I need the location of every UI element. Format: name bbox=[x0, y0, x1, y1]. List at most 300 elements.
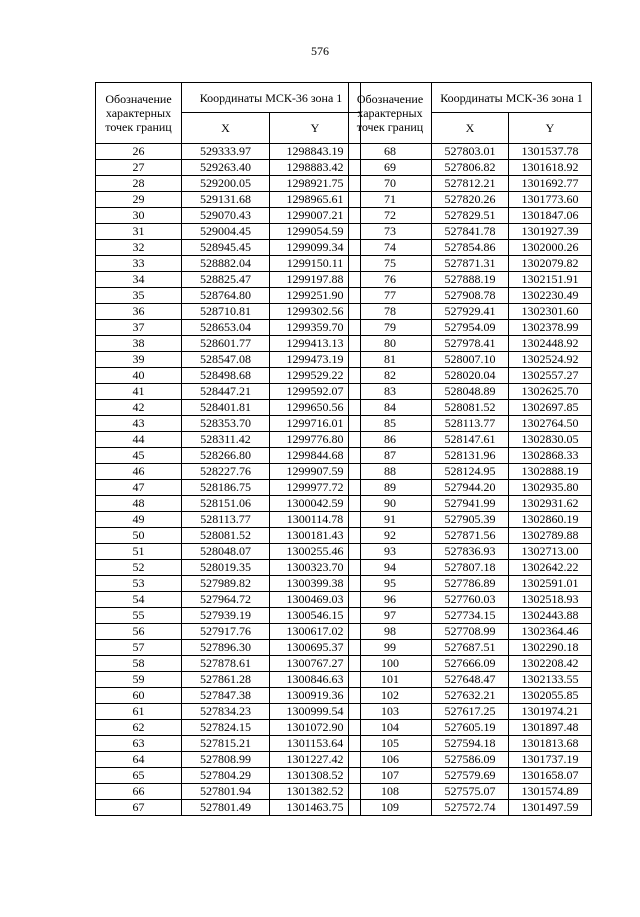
table-row bbox=[96, 176, 361, 192]
table-row bbox=[96, 720, 361, 736]
y-coordinate-cell: 1301658.07 bbox=[509, 768, 592, 784]
point-number-cell: 32 bbox=[96, 240, 182, 256]
table-row bbox=[96, 400, 361, 416]
table-row bbox=[349, 416, 592, 432]
point-number-cell: 53 bbox=[96, 576, 182, 592]
point-number-cell: 44 bbox=[96, 432, 182, 448]
x-coordinate-cell: 527854.86 bbox=[432, 240, 509, 256]
x-coordinate-cell: 527908.78 bbox=[432, 288, 509, 304]
table-row bbox=[96, 256, 361, 272]
x-coordinate-cell: 528081.52 bbox=[432, 400, 509, 416]
x-coordinate-cell: 527806.82 bbox=[432, 160, 509, 176]
point-number-cell: 46 bbox=[96, 464, 182, 480]
point-number-cell: 66 bbox=[96, 784, 182, 800]
point-number-cell: 39 bbox=[96, 352, 182, 368]
y-column-header: Y bbox=[509, 113, 592, 144]
x-coordinate-cell: 528151.06 bbox=[182, 496, 270, 512]
point-number-cell: 76 bbox=[349, 272, 432, 288]
y-coordinate-cell: 1299776.80 bbox=[270, 432, 361, 448]
y-coordinate-cell: 1301537.78 bbox=[509, 144, 592, 160]
table-row bbox=[96, 768, 361, 784]
table-row bbox=[96, 288, 361, 304]
y-coordinate-cell: 1302079.82 bbox=[509, 256, 592, 272]
x-coordinate-cell: 527812.21 bbox=[432, 176, 509, 192]
y-coordinate-cell: 1301847.06 bbox=[509, 208, 592, 224]
x-coordinate-cell: 528147.61 bbox=[432, 432, 509, 448]
point-number-cell: 87 bbox=[349, 448, 432, 464]
x-coordinate-cell: 529333.97 bbox=[182, 144, 270, 160]
y-coordinate-cell: 1299302.56 bbox=[270, 304, 361, 320]
point-number-cell: 92 bbox=[349, 528, 432, 544]
y-coordinate-cell: 1302448.92 bbox=[509, 336, 592, 352]
table-row bbox=[349, 640, 592, 656]
x-coordinate-cell: 527572.74 bbox=[432, 800, 509, 816]
table-row bbox=[349, 560, 592, 576]
table-row bbox=[96, 544, 361, 560]
y-coordinate-cell: 1301897.48 bbox=[509, 720, 592, 736]
point-number-cell: 89 bbox=[349, 480, 432, 496]
point-number-cell: 80 bbox=[349, 336, 432, 352]
x-coordinate-cell: 528447.21 bbox=[182, 384, 270, 400]
x-coordinate-cell: 528653.04 bbox=[182, 320, 270, 336]
point-number-cell: 68 bbox=[349, 144, 432, 160]
y-coordinate-cell: 1299907.59 bbox=[270, 464, 361, 480]
table-row bbox=[349, 624, 592, 640]
x-coordinate-cell: 528311.42 bbox=[182, 432, 270, 448]
x-coordinate-cell: 527954.09 bbox=[432, 320, 509, 336]
point-number-cell: 50 bbox=[96, 528, 182, 544]
x-coordinate-cell: 527804.29 bbox=[182, 768, 270, 784]
point-number-cell: 77 bbox=[349, 288, 432, 304]
point-number-cell: 109 bbox=[349, 800, 432, 816]
y-coordinate-cell: 1301463.75 bbox=[270, 800, 361, 816]
point-number-cell: 35 bbox=[96, 288, 182, 304]
table-row bbox=[349, 736, 592, 752]
y-coordinate-cell: 1299650.56 bbox=[270, 400, 361, 416]
y-coordinate-cell: 1302518.93 bbox=[509, 592, 592, 608]
table-row bbox=[349, 288, 592, 304]
y-coordinate-cell: 1302443.88 bbox=[509, 608, 592, 624]
point-number-cell: 93 bbox=[349, 544, 432, 560]
x-coordinate-cell: 529131.68 bbox=[182, 192, 270, 208]
y-coordinate-cell: 1300255.46 bbox=[270, 544, 361, 560]
y-coordinate-cell: 1301692.77 bbox=[509, 176, 592, 192]
x-coordinate-cell: 527929.41 bbox=[432, 304, 509, 320]
x-coordinate-cell: 527871.31 bbox=[432, 256, 509, 272]
y-coordinate-cell: 1302697.85 bbox=[509, 400, 592, 416]
x-coordinate-cell: 527632.21 bbox=[432, 688, 509, 704]
x-coordinate-cell: 527803.01 bbox=[432, 144, 509, 160]
y-coordinate-cell: 1300399.38 bbox=[270, 576, 361, 592]
table-row bbox=[349, 208, 592, 224]
point-number-cell: 73 bbox=[349, 224, 432, 240]
table-row bbox=[349, 256, 592, 272]
point-number-cell: 72 bbox=[349, 208, 432, 224]
table-row bbox=[96, 752, 361, 768]
table-row bbox=[96, 272, 361, 288]
point-number-cell: 91 bbox=[349, 512, 432, 528]
y-coordinate-cell: 1302642.22 bbox=[509, 560, 592, 576]
table-row bbox=[96, 672, 361, 688]
table-row bbox=[96, 384, 361, 400]
point-number-cell: 94 bbox=[349, 560, 432, 576]
y-coordinate-cell: 1300323.70 bbox=[270, 560, 361, 576]
table-row bbox=[96, 448, 361, 464]
point-number-cell: 81 bbox=[349, 352, 432, 368]
table-row bbox=[349, 336, 592, 352]
x-coordinate-cell: 527687.51 bbox=[432, 640, 509, 656]
y-coordinate-cell: 1298883.42 bbox=[270, 160, 361, 176]
table-row bbox=[96, 784, 361, 800]
x-coordinate-cell: 528007.10 bbox=[432, 352, 509, 368]
table-row bbox=[96, 608, 361, 624]
point-number-cell: 88 bbox=[349, 464, 432, 480]
x-coordinate-cell: 527964.72 bbox=[182, 592, 270, 608]
x-coordinate-cell: 527836.93 bbox=[432, 544, 509, 560]
x-coordinate-cell: 527989.82 bbox=[182, 576, 270, 592]
table-row bbox=[349, 272, 592, 288]
x-coordinate-cell: 527841.78 bbox=[432, 224, 509, 240]
y-coordinate-cell: 1298965.61 bbox=[270, 192, 361, 208]
x-coordinate-cell: 528764.80 bbox=[182, 288, 270, 304]
table-row bbox=[349, 176, 592, 192]
point-number-cell: 70 bbox=[349, 176, 432, 192]
y-coordinate-cell: 1300469.03 bbox=[270, 592, 361, 608]
x-coordinate-cell: 527579.69 bbox=[432, 768, 509, 784]
x-coordinate-cell: 528020.04 bbox=[432, 368, 509, 384]
y-coordinate-cell: 1300999.54 bbox=[270, 704, 361, 720]
table-row bbox=[349, 704, 592, 720]
point-number-cell: 84 bbox=[349, 400, 432, 416]
y-coordinate-cell: 1299099.34 bbox=[270, 240, 361, 256]
point-number-cell: 49 bbox=[96, 512, 182, 528]
x-coordinate-cell: 527815.21 bbox=[182, 736, 270, 752]
y-coordinate-cell: 1300181.43 bbox=[270, 528, 361, 544]
point-number-cell: 36 bbox=[96, 304, 182, 320]
table-row bbox=[96, 240, 361, 256]
y-coordinate-cell: 1299473.19 bbox=[270, 352, 361, 368]
y-coordinate-cell: 1301813.68 bbox=[509, 736, 592, 752]
point-number-cell: 74 bbox=[349, 240, 432, 256]
y-coordinate-cell: 1301773.60 bbox=[509, 192, 592, 208]
table-row bbox=[96, 224, 361, 240]
y-coordinate-cell: 1300846.63 bbox=[270, 672, 361, 688]
table-row bbox=[96, 144, 361, 160]
x-coordinate-cell: 528547.08 bbox=[182, 352, 270, 368]
x-column-header: X bbox=[432, 113, 509, 144]
x-coordinate-cell: 527917.76 bbox=[182, 624, 270, 640]
point-number-cell: 38 bbox=[96, 336, 182, 352]
table-row bbox=[349, 672, 592, 688]
y-coordinate-cell: 1299716.01 bbox=[270, 416, 361, 432]
point-number-cell: 63 bbox=[96, 736, 182, 752]
point-number-cell: 100 bbox=[349, 656, 432, 672]
x-coordinate-cell: 527939.19 bbox=[182, 608, 270, 624]
x-coordinate-cell: 527820.26 bbox=[432, 192, 509, 208]
x-coordinate-cell: 529070.43 bbox=[182, 208, 270, 224]
table-row bbox=[96, 480, 361, 496]
y-coordinate-cell: 1300767.27 bbox=[270, 656, 361, 672]
table-row bbox=[96, 704, 361, 720]
y-coordinate-cell: 1301072.90 bbox=[270, 720, 361, 736]
y-coordinate-cell: 1299529.22 bbox=[270, 368, 361, 384]
table-row bbox=[349, 144, 592, 160]
point-number-cell: 64 bbox=[96, 752, 182, 768]
table-row bbox=[96, 336, 361, 352]
y-coordinate-cell: 1300042.59 bbox=[270, 496, 361, 512]
y-coordinate-cell: 1299844.68 bbox=[270, 448, 361, 464]
y-coordinate-cell: 1300546.15 bbox=[270, 608, 361, 624]
x-coordinate-cell: 527834.23 bbox=[182, 704, 270, 720]
table-row bbox=[349, 240, 592, 256]
x-coordinate-cell: 528186.75 bbox=[182, 480, 270, 496]
point-number-cell: 54 bbox=[96, 592, 182, 608]
point-number-cell: 60 bbox=[96, 688, 182, 704]
x-coordinate-cell: 527847.38 bbox=[182, 688, 270, 704]
x-coordinate-cell: 528710.81 bbox=[182, 304, 270, 320]
point-number-cell: 90 bbox=[349, 496, 432, 512]
x-coordinate-cell: 528048.89 bbox=[432, 384, 509, 400]
point-number-cell: 42 bbox=[96, 400, 182, 416]
table-row bbox=[349, 400, 592, 416]
x-coordinate-cell: 527708.99 bbox=[432, 624, 509, 640]
table-row bbox=[349, 576, 592, 592]
x-coordinate-cell: 527617.25 bbox=[432, 704, 509, 720]
x-coordinate-cell: 528401.81 bbox=[182, 400, 270, 416]
point-number-cell: 57 bbox=[96, 640, 182, 656]
x-coordinate-cell: 527888.19 bbox=[432, 272, 509, 288]
y-coordinate-cell: 1301618.92 bbox=[509, 160, 592, 176]
x-coordinate-cell: 527586.09 bbox=[432, 752, 509, 768]
y-coordinate-cell: 1301153.64 bbox=[270, 736, 361, 752]
table-row bbox=[349, 768, 592, 784]
x-coordinate-cell: 527941.99 bbox=[432, 496, 509, 512]
point-number-cell: 67 bbox=[96, 800, 182, 816]
y-coordinate-cell: 1302764.50 bbox=[509, 416, 592, 432]
x-coordinate-cell: 528113.77 bbox=[182, 512, 270, 528]
x-coordinate-cell: 528048.07 bbox=[182, 544, 270, 560]
point-number-cell: 30 bbox=[96, 208, 182, 224]
table-row bbox=[96, 736, 361, 752]
y-coordinate-cell: 1299251.90 bbox=[270, 288, 361, 304]
x-coordinate-cell: 529200.05 bbox=[182, 176, 270, 192]
point-number-cell: 45 bbox=[96, 448, 182, 464]
y-coordinate-cell: 1299592.07 bbox=[270, 384, 361, 400]
table-row bbox=[96, 800, 361, 816]
y-coordinate-cell: 1302524.92 bbox=[509, 352, 592, 368]
table-row bbox=[349, 496, 592, 512]
point-number-cell: 82 bbox=[349, 368, 432, 384]
point-number-cell: 34 bbox=[96, 272, 182, 288]
x-coordinate-cell: 528019.35 bbox=[182, 560, 270, 576]
table-row bbox=[96, 560, 361, 576]
x-coordinate-cell: 528266.80 bbox=[182, 448, 270, 464]
table-row bbox=[96, 496, 361, 512]
x-coordinate-cell: 527734.15 bbox=[432, 608, 509, 624]
x-coordinate-cell: 527807.18 bbox=[432, 560, 509, 576]
y-coordinate-cell: 1302151.91 bbox=[509, 272, 592, 288]
y-coordinate-cell: 1300114.78 bbox=[270, 512, 361, 528]
y-coordinate-cell: 1301927.39 bbox=[509, 224, 592, 240]
table-row bbox=[349, 368, 592, 384]
x-coordinate-cell: 527801.94 bbox=[182, 784, 270, 800]
table-row bbox=[96, 640, 361, 656]
table-row bbox=[96, 208, 361, 224]
x-coordinate-cell: 527871.56 bbox=[432, 528, 509, 544]
table-row bbox=[349, 656, 592, 672]
table-row bbox=[349, 720, 592, 736]
table-row bbox=[349, 320, 592, 336]
y-coordinate-cell: 1302301.60 bbox=[509, 304, 592, 320]
x-coordinate-cell: 529004.45 bbox=[182, 224, 270, 240]
x-coordinate-cell: 528945.45 bbox=[182, 240, 270, 256]
y-coordinate-cell: 1298843.19 bbox=[270, 144, 361, 160]
x-coordinate-cell: 528498.68 bbox=[182, 368, 270, 384]
y-coordinate-cell: 1301382.52 bbox=[270, 784, 361, 800]
point-number-cell: 108 bbox=[349, 784, 432, 800]
x-coordinate-cell: 527944.20 bbox=[432, 480, 509, 496]
y-coordinate-cell: 1300617.02 bbox=[270, 624, 361, 640]
point-number-cell: 78 bbox=[349, 304, 432, 320]
y-coordinate-cell: 1301308.52 bbox=[270, 768, 361, 784]
point-number-cell: 62 bbox=[96, 720, 182, 736]
table-row bbox=[96, 576, 361, 592]
y-coordinate-cell: 1300695.37 bbox=[270, 640, 361, 656]
y-coordinate-cell: 1301974.21 bbox=[509, 704, 592, 720]
x-coordinate-cell: 527801.49 bbox=[182, 800, 270, 816]
point-number-cell: 79 bbox=[349, 320, 432, 336]
point-number-cell: 58 bbox=[96, 656, 182, 672]
table-row bbox=[349, 384, 592, 400]
x-coordinate-cell: 528081.52 bbox=[182, 528, 270, 544]
x-coordinate-cell: 527905.39 bbox=[432, 512, 509, 528]
point-number-cell: 48 bbox=[96, 496, 182, 512]
table-row bbox=[96, 528, 361, 544]
y-coordinate-cell: 1302860.19 bbox=[509, 512, 592, 528]
point-number-cell: 27 bbox=[96, 160, 182, 176]
point-number-cell: 99 bbox=[349, 640, 432, 656]
y-coordinate-cell: 1302557.27 bbox=[509, 368, 592, 384]
y-coordinate-cell: 1299150.11 bbox=[270, 256, 361, 272]
y-coordinate-cell: 1302208.42 bbox=[509, 656, 592, 672]
table-row bbox=[96, 352, 361, 368]
y-coordinate-cell: 1302290.18 bbox=[509, 640, 592, 656]
table-row bbox=[349, 224, 592, 240]
table-row bbox=[349, 448, 592, 464]
table-row bbox=[96, 320, 361, 336]
point-label-header: Обозначение характерных точек границ bbox=[349, 83, 432, 144]
point-number-cell: 97 bbox=[349, 608, 432, 624]
point-number-cell: 26 bbox=[96, 144, 182, 160]
point-label-header: Обозначение характерных точек границ bbox=[96, 83, 182, 144]
point-number-cell: 106 bbox=[349, 752, 432, 768]
point-number-cell: 103 bbox=[349, 704, 432, 720]
table-row bbox=[349, 464, 592, 480]
table-row bbox=[96, 368, 361, 384]
page-number: 576 bbox=[311, 44, 329, 58]
point-number-cell: 83 bbox=[349, 384, 432, 400]
y-coordinate-cell: 1302364.46 bbox=[509, 624, 592, 640]
x-coordinate-cell: 527824.15 bbox=[182, 720, 270, 736]
point-number-cell: 37 bbox=[96, 320, 182, 336]
x-coordinate-cell: 529263.40 bbox=[182, 160, 270, 176]
point-number-cell: 75 bbox=[349, 256, 432, 272]
point-number-cell: 65 bbox=[96, 768, 182, 784]
point-number-cell: 55 bbox=[96, 608, 182, 624]
y-coordinate-cell: 1302868.33 bbox=[509, 448, 592, 464]
point-number-cell: 95 bbox=[349, 576, 432, 592]
table-row bbox=[349, 688, 592, 704]
point-number-cell: 107 bbox=[349, 768, 432, 784]
y-coordinate-cell: 1299007.21 bbox=[270, 208, 361, 224]
y-coordinate-cell: 1299054.59 bbox=[270, 224, 361, 240]
point-number-cell: 104 bbox=[349, 720, 432, 736]
point-number-cell: 71 bbox=[349, 192, 432, 208]
y-coordinate-cell: 1302000.26 bbox=[509, 240, 592, 256]
table-row bbox=[349, 432, 592, 448]
x-coordinate-cell: 528353.70 bbox=[182, 416, 270, 432]
point-number-cell: 47 bbox=[96, 480, 182, 496]
x-coordinate-cell: 527786.89 bbox=[432, 576, 509, 592]
x-coordinate-cell: 528124.95 bbox=[432, 464, 509, 480]
table-row bbox=[349, 480, 592, 496]
point-number-cell: 101 bbox=[349, 672, 432, 688]
coordinates-table-left bbox=[95, 82, 361, 816]
table-row bbox=[349, 192, 592, 208]
table-row bbox=[96, 656, 361, 672]
point-number-cell: 31 bbox=[96, 224, 182, 240]
y-coordinate-cell: 1299977.72 bbox=[270, 480, 361, 496]
y-coordinate-cell: 1302713.00 bbox=[509, 544, 592, 560]
table-row bbox=[349, 160, 592, 176]
point-number-cell: 29 bbox=[96, 192, 182, 208]
point-number-cell: 56 bbox=[96, 624, 182, 640]
table-row bbox=[349, 752, 592, 768]
table-row bbox=[349, 800, 592, 816]
x-coordinate-cell: 527829.51 bbox=[432, 208, 509, 224]
y-coordinate-cell: 1301737.19 bbox=[509, 752, 592, 768]
y-coordinate-cell: 1302935.80 bbox=[509, 480, 592, 496]
x-coordinate-cell: 528601.77 bbox=[182, 336, 270, 352]
x-coordinate-cell: 527896.30 bbox=[182, 640, 270, 656]
point-number-cell: 61 bbox=[96, 704, 182, 720]
y-coordinate-cell: 1301227.42 bbox=[270, 752, 361, 768]
y-coordinate-cell: 1300919.36 bbox=[270, 688, 361, 704]
table-row bbox=[96, 192, 361, 208]
table-row bbox=[349, 608, 592, 624]
y-coordinate-cell: 1302789.88 bbox=[509, 528, 592, 544]
table-row bbox=[96, 160, 361, 176]
y-coordinate-cell: 1302133.55 bbox=[509, 672, 592, 688]
point-number-cell: 59 bbox=[96, 672, 182, 688]
x-coordinate-cell: 528825.47 bbox=[182, 272, 270, 288]
x-coordinate-cell: 527878.61 bbox=[182, 656, 270, 672]
table-body bbox=[96, 144, 361, 816]
y-coordinate-cell: 1299197.88 bbox=[270, 272, 361, 288]
x-coordinate-cell: 527808.99 bbox=[182, 752, 270, 768]
y-coordinate-cell: 1301574.89 bbox=[509, 784, 592, 800]
y-coordinate-cell: 1299413.13 bbox=[270, 336, 361, 352]
table-row bbox=[349, 592, 592, 608]
y-coordinate-cell: 1302888.19 bbox=[509, 464, 592, 480]
y-coordinate-cell: 1299359.70 bbox=[270, 320, 361, 336]
x-coordinate-cell: 527648.47 bbox=[432, 672, 509, 688]
point-number-cell: 43 bbox=[96, 416, 182, 432]
table-row bbox=[349, 352, 592, 368]
point-number-cell: 40 bbox=[96, 368, 182, 384]
point-number-cell: 28 bbox=[96, 176, 182, 192]
y-column-header: Y bbox=[270, 113, 361, 144]
